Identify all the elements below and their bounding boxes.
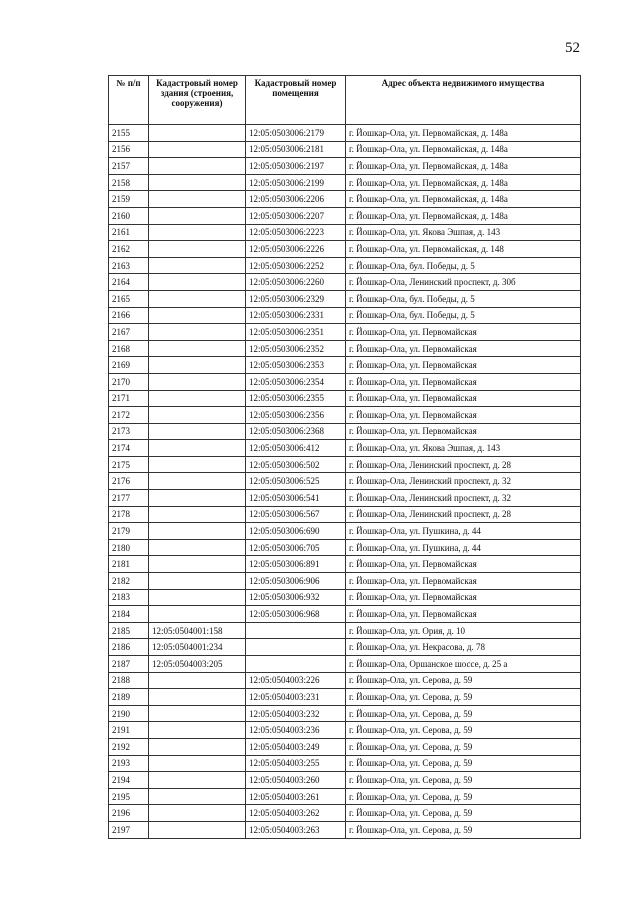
cell-address: г. Йошкар-Ола, ул. Первомайская, д. 148а (346, 207, 581, 224)
cell-building-cadastral-number (149, 755, 246, 772)
cell-premises-cadastral-number: 12:05:0503006:2331 (246, 307, 346, 324)
cell-address: г. Йошкар-Ола, ул. Первомайская (346, 556, 581, 573)
cell-address: г. Йошкар-Ола, ул. Якова Эшпая, д. 143 (346, 224, 581, 241)
cell-premises-cadastral-number: 12:05:0503006:2223 (246, 224, 346, 241)
property-registry-table (108, 75, 581, 839)
cell-premises-cadastral-number: 12:05:0503006:2355 (246, 390, 346, 407)
cell-premises-cadastral-number: 12:05:0504003:262 (246, 805, 346, 822)
cell-premises-cadastral-number: 12:05:0503006:968 (246, 606, 346, 623)
cell-address: г. Йошкар-Ола, ул. Первомайская (346, 589, 581, 606)
table-row (109, 207, 581, 224)
cell-premises-cadastral-number: 12:05:0503006:2368 (246, 423, 346, 440)
table-row (109, 158, 581, 175)
cell-address: г. Йошкар-Ола, ул. Серова, д. 59 (346, 821, 581, 838)
cell-address: г. Йошкар-Ола, Оршанское шоссе, д. 25 а (346, 656, 581, 673)
table-row (109, 241, 581, 258)
cell-building-cadastral-number (149, 689, 246, 706)
cell-address: г. Йошкар-Ола, Ленинский проспект, д. 32 (346, 473, 581, 490)
cell-building-cadastral-number (149, 722, 246, 739)
cell-building-cadastral-number: 12:05:0504001:158 (149, 622, 246, 639)
cell-premises-cadastral-number: 12:05:0503006:932 (246, 589, 346, 606)
cell-address: г. Йошкар-Ола, ул. Якова Эшпая, д. 143 (346, 440, 581, 457)
cell-address: г. Йошкар-Ола, бул. Победы, д. 5 (346, 290, 581, 307)
table-row (109, 539, 581, 556)
cell-address: г. Йошкар-Ола, ул. Первомайская (346, 407, 581, 424)
cell-premises-cadastral-number: 12:05:0503006:2252 (246, 257, 346, 274)
table-row (109, 390, 581, 407)
table-row (109, 772, 581, 789)
cell-premises-cadastral-number: 12:05:0503006:412 (246, 440, 346, 457)
cell-premises-cadastral-number: 12:05:0504003:260 (246, 772, 346, 789)
table-row (109, 125, 581, 142)
cell-row-number: 2188 (109, 672, 149, 689)
table-row (109, 257, 581, 274)
cell-row-number: 2169 (109, 357, 149, 374)
cell-building-cadastral-number (149, 373, 246, 390)
table-row (109, 373, 581, 390)
cell-premises-cadastral-number: 12:05:0504003:255 (246, 755, 346, 772)
cell-building-cadastral-number (149, 738, 246, 755)
header-building-cadastral-number: Кадастровый номер здания (строения, сооружения) (149, 76, 246, 125)
cell-premises-cadastral-number: 12:05:0503006:2226 (246, 241, 346, 258)
table-row (109, 606, 581, 623)
cell-building-cadastral-number (149, 473, 246, 490)
cell-address: г. Йошкар-Ола, ул. Серова, д. 59 (346, 772, 581, 789)
cell-building-cadastral-number (149, 125, 246, 142)
cell-building-cadastral-number (149, 357, 246, 374)
cell-row-number: 2171 (109, 390, 149, 407)
cell-address: г. Йошкар-Ола, бул. Победы, д. 5 (346, 257, 581, 274)
cell-building-cadastral-number (149, 772, 246, 789)
cell-address: г. Йошкар-Ола, Ленинский проспект, д. 28 (346, 456, 581, 473)
cell-address: г. Йошкар-Ола, ул. Первомайская (346, 573, 581, 590)
cell-premises-cadastral-number: 12:05:0503006:690 (246, 523, 346, 540)
cell-building-cadastral-number (149, 141, 246, 158)
cell-row-number: 2195 (109, 788, 149, 805)
cell-premises-cadastral-number: 12:05:0503006:2351 (246, 324, 346, 341)
table-row (109, 523, 581, 540)
cell-building-cadastral-number (149, 672, 246, 689)
cell-row-number: 2176 (109, 473, 149, 490)
table-row (109, 307, 581, 324)
cell-row-number: 2196 (109, 805, 149, 822)
cell-address: г. Йошкар-Ола, ул. Первомайская, д. 148а (346, 191, 581, 208)
cell-address: г. Йошкар-Ола, ул. Некрасова, д. 78 (346, 639, 581, 656)
cell-building-cadastral-number (149, 257, 246, 274)
cell-address: г. Йошкар-Ола, ул. Первомайская, д. 148 (346, 241, 581, 258)
table-row (109, 340, 581, 357)
table-row (109, 224, 581, 241)
cell-row-number: 2179 (109, 523, 149, 540)
table-row (109, 141, 581, 158)
cell-building-cadastral-number (149, 423, 246, 440)
cell-address: г. Йошкар-Ола, ул. Первомайская (346, 390, 581, 407)
cell-address: г. Йошкар-Ола, ул. Первомайская (346, 373, 581, 390)
cell-row-number: 2182 (109, 573, 149, 590)
cell-premises-cadastral-number: 12:05:0503006:2197 (246, 158, 346, 175)
cell-row-number: 2168 (109, 340, 149, 357)
table-row (109, 407, 581, 424)
cell-building-cadastral-number (149, 274, 246, 291)
page-number: 52 (565, 40, 580, 56)
cell-building-cadastral-number (149, 174, 246, 191)
cell-address: г. Йошкар-Ола, Ленинский проспект, д. 32 (346, 490, 581, 507)
cell-address: г. Йошкар-Ола, ул. Первомайская (346, 423, 581, 440)
cell-row-number: 2181 (109, 556, 149, 573)
cell-building-cadastral-number (149, 805, 246, 822)
cell-premises-cadastral-number: 12:05:0503006:2354 (246, 373, 346, 390)
cell-premises-cadastral-number: 12:05:0503006:2181 (246, 141, 346, 158)
cell-building-cadastral-number (149, 705, 246, 722)
cell-premises-cadastral-number: 12:05:0504003:236 (246, 722, 346, 739)
cell-building-cadastral-number (149, 224, 246, 241)
cell-address: г. Йошкар-Ола, ул. Серова, д. 59 (346, 738, 581, 755)
cell-building-cadastral-number (149, 523, 246, 540)
table-row (109, 290, 581, 307)
cell-premises-cadastral-number (246, 622, 346, 639)
cell-address: г. Йошкар-Ола, ул. Пушкина, д. 44 (346, 523, 581, 540)
table-row (109, 755, 581, 772)
cell-address: г. Йошкар-Ола, ул. Первомайская, д. 148а (346, 125, 581, 142)
cell-row-number: 2177 (109, 490, 149, 507)
table-row (109, 423, 581, 440)
cell-row-number: 2172 (109, 407, 149, 424)
cell-building-cadastral-number (149, 440, 246, 457)
cell-building-cadastral-number (149, 788, 246, 805)
table-row (109, 174, 581, 191)
cell-address: г. Йошкар-Ола, ул. Серова, д. 59 (346, 755, 581, 772)
cell-address: г. Йошкар-Ола, ул. Первомайская (346, 357, 581, 374)
cell-address: г. Йошкар-Ола, ул. Первомайская (346, 340, 581, 357)
cell-row-number: 2165 (109, 290, 149, 307)
cell-building-cadastral-number (149, 456, 246, 473)
cell-row-number: 2184 (109, 606, 149, 623)
table-row (109, 440, 581, 457)
cell-building-cadastral-number (149, 556, 246, 573)
table-row (109, 556, 581, 573)
cell-row-number: 2175 (109, 456, 149, 473)
table-row (109, 672, 581, 689)
cell-row-number: 2155 (109, 125, 149, 142)
cell-row-number: 2163 (109, 257, 149, 274)
cell-address: г. Йошкар-Ола, бул. Победы, д. 5 (346, 307, 581, 324)
cell-building-cadastral-number (149, 506, 246, 523)
cell-premises-cadastral-number: 12:05:0503006:906 (246, 573, 346, 590)
cell-premises-cadastral-number: 12:05:0503006:891 (246, 556, 346, 573)
cell-row-number: 2187 (109, 656, 149, 673)
header-premises-cadastral-number: Кадастровый номер помещения (246, 76, 346, 125)
cell-address: г. Йошкар-Ола, ул. Пушкина, д. 44 (346, 539, 581, 556)
cell-premises-cadastral-number: 12:05:0503006:567 (246, 506, 346, 523)
table-row (109, 722, 581, 739)
cell-premises-cadastral-number (246, 639, 346, 656)
cell-row-number: 2174 (109, 440, 149, 457)
cell-row-number: 2192 (109, 738, 149, 755)
cell-address: г. Йошкар-Ола, ул. Серова, д. 59 (346, 722, 581, 739)
cell-row-number: 2189 (109, 689, 149, 706)
cell-row-number: 2185 (109, 622, 149, 639)
cell-building-cadastral-number (149, 407, 246, 424)
table-row (109, 324, 581, 341)
cell-row-number: 2197 (109, 821, 149, 838)
cell-row-number: 2194 (109, 772, 149, 789)
cell-building-cadastral-number (149, 241, 246, 258)
cell-address: г. Йошкар-Ола, ул. Серова, д. 59 (346, 788, 581, 805)
cell-premises-cadastral-number: 12:05:0503006:502 (246, 456, 346, 473)
cell-row-number: 2183 (109, 589, 149, 606)
cell-building-cadastral-number (149, 324, 246, 341)
table-row (109, 738, 581, 755)
cell-premises-cadastral-number: 12:05:0504003:226 (246, 672, 346, 689)
cell-building-cadastral-number: 12:05:0504001:234 (149, 639, 246, 656)
table-row (109, 573, 581, 590)
cell-premises-cadastral-number: 12:05:0503006:2206 (246, 191, 346, 208)
table-body (109, 125, 581, 839)
cell-address: г. Йошкар-Ола, ул. Первомайская (346, 606, 581, 623)
cell-building-cadastral-number (149, 589, 246, 606)
cell-premises-cadastral-number: 12:05:0503006:2207 (246, 207, 346, 224)
cell-row-number: 2162 (109, 241, 149, 258)
table-row (109, 456, 581, 473)
cell-building-cadastral-number (149, 606, 246, 623)
cell-row-number: 2167 (109, 324, 149, 341)
table-row (109, 589, 581, 606)
cell-premises-cadastral-number (246, 656, 346, 673)
cell-row-number: 2186 (109, 639, 149, 656)
header-row-number: № п/п (109, 76, 149, 125)
cell-building-cadastral-number (149, 390, 246, 407)
table-header (109, 76, 581, 125)
cell-row-number: 2158 (109, 174, 149, 191)
cell-address: г. Йошкар-Ола, ул. Серова, д. 59 (346, 805, 581, 822)
cell-row-number: 2161 (109, 224, 149, 241)
cell-address: г. Йошкар-Ола, ул. Первомайская, д. 148а (346, 141, 581, 158)
cell-row-number: 2191 (109, 722, 149, 739)
cell-premises-cadastral-number: 12:05:0503006:2353 (246, 357, 346, 374)
cell-premises-cadastral-number: 12:05:0503006:2352 (246, 340, 346, 357)
cell-building-cadastral-number (149, 158, 246, 175)
table-row (109, 473, 581, 490)
cell-premises-cadastral-number: 12:05:0504003:249 (246, 738, 346, 755)
table-row (109, 622, 581, 639)
cell-premises-cadastral-number: 12:05:0503006:2356 (246, 407, 346, 424)
table-row (109, 656, 581, 673)
table-row (109, 689, 581, 706)
cell-row-number: 2159 (109, 191, 149, 208)
cell-row-number: 2164 (109, 274, 149, 291)
cell-row-number: 2173 (109, 423, 149, 440)
cell-row-number: 2166 (109, 307, 149, 324)
cell-premises-cadastral-number: 12:05:0504003:231 (246, 689, 346, 706)
cell-row-number: 2160 (109, 207, 149, 224)
cell-row-number: 2156 (109, 141, 149, 158)
table-row (109, 191, 581, 208)
cell-building-cadastral-number (149, 573, 246, 590)
cell-row-number: 2157 (109, 158, 149, 175)
cell-address: г. Йошкар-Ола, ул. Ория, д. 10 (346, 622, 581, 639)
cell-premises-cadastral-number: 12:05:0503006:705 (246, 539, 346, 556)
cell-address: г. Йошкар-Ола, ул. Серова, д. 59 (346, 689, 581, 706)
table-row (109, 506, 581, 523)
cell-premises-cadastral-number: 12:05:0503006:2199 (246, 174, 346, 191)
table-row (109, 788, 581, 805)
header-address: Адрес объекта недвижимого имущества (346, 76, 581, 125)
cell-building-cadastral-number: 12:05:0504003:205 (149, 656, 246, 673)
cell-premises-cadastral-number: 12:05:0504003:232 (246, 705, 346, 722)
cell-row-number: 2193 (109, 755, 149, 772)
cell-address: г. Йошкар-Ола, Ленинский проспект, д. 30б (346, 274, 581, 291)
header-row (109, 76, 581, 125)
cell-address: г. Йошкар-Ола, ул. Первомайская, д. 148а (346, 158, 581, 175)
cell-address: г. Йошкар-Ола, ул. Первомайская, д. 148а (346, 174, 581, 191)
cell-building-cadastral-number (149, 207, 246, 224)
cell-address: г. Йошкар-Ола, ул. Серова, д. 59 (346, 705, 581, 722)
cell-premises-cadastral-number: 12:05:0503006:541 (246, 490, 346, 507)
cell-address: г. Йошкар-Ола, ул. Первомайская (346, 324, 581, 341)
cell-building-cadastral-number (149, 821, 246, 838)
cell-premises-cadastral-number: 12:05:0503006:2179 (246, 125, 346, 142)
cell-building-cadastral-number (149, 290, 246, 307)
cell-premises-cadastral-number: 12:05:0504003:261 (246, 788, 346, 805)
table-row (109, 821, 581, 838)
table-row (109, 357, 581, 374)
cell-building-cadastral-number (149, 539, 246, 556)
cell-address: г. Йошкар-Ола, Ленинский проспект, д. 28 (346, 506, 581, 523)
cell-row-number: 2180 (109, 539, 149, 556)
cell-building-cadastral-number (149, 490, 246, 507)
cell-premises-cadastral-number: 12:05:0503006:2329 (246, 290, 346, 307)
cell-building-cadastral-number (149, 191, 246, 208)
cell-building-cadastral-number (149, 307, 246, 324)
cell-premises-cadastral-number: 12:05:0503006:2260 (246, 274, 346, 291)
cell-premises-cadastral-number: 12:05:0503006:525 (246, 473, 346, 490)
table-row (109, 490, 581, 507)
cell-row-number: 2170 (109, 373, 149, 390)
table-row (109, 639, 581, 656)
cell-premises-cadastral-number: 12:05:0504003:263 (246, 821, 346, 838)
table-row (109, 274, 581, 291)
table-row (109, 805, 581, 822)
cell-row-number: 2178 (109, 506, 149, 523)
cell-building-cadastral-number (149, 340, 246, 357)
cell-row-number: 2190 (109, 705, 149, 722)
cell-address: г. Йошкар-Ола, ул. Серова, д. 59 (346, 672, 581, 689)
table-row (109, 705, 581, 722)
